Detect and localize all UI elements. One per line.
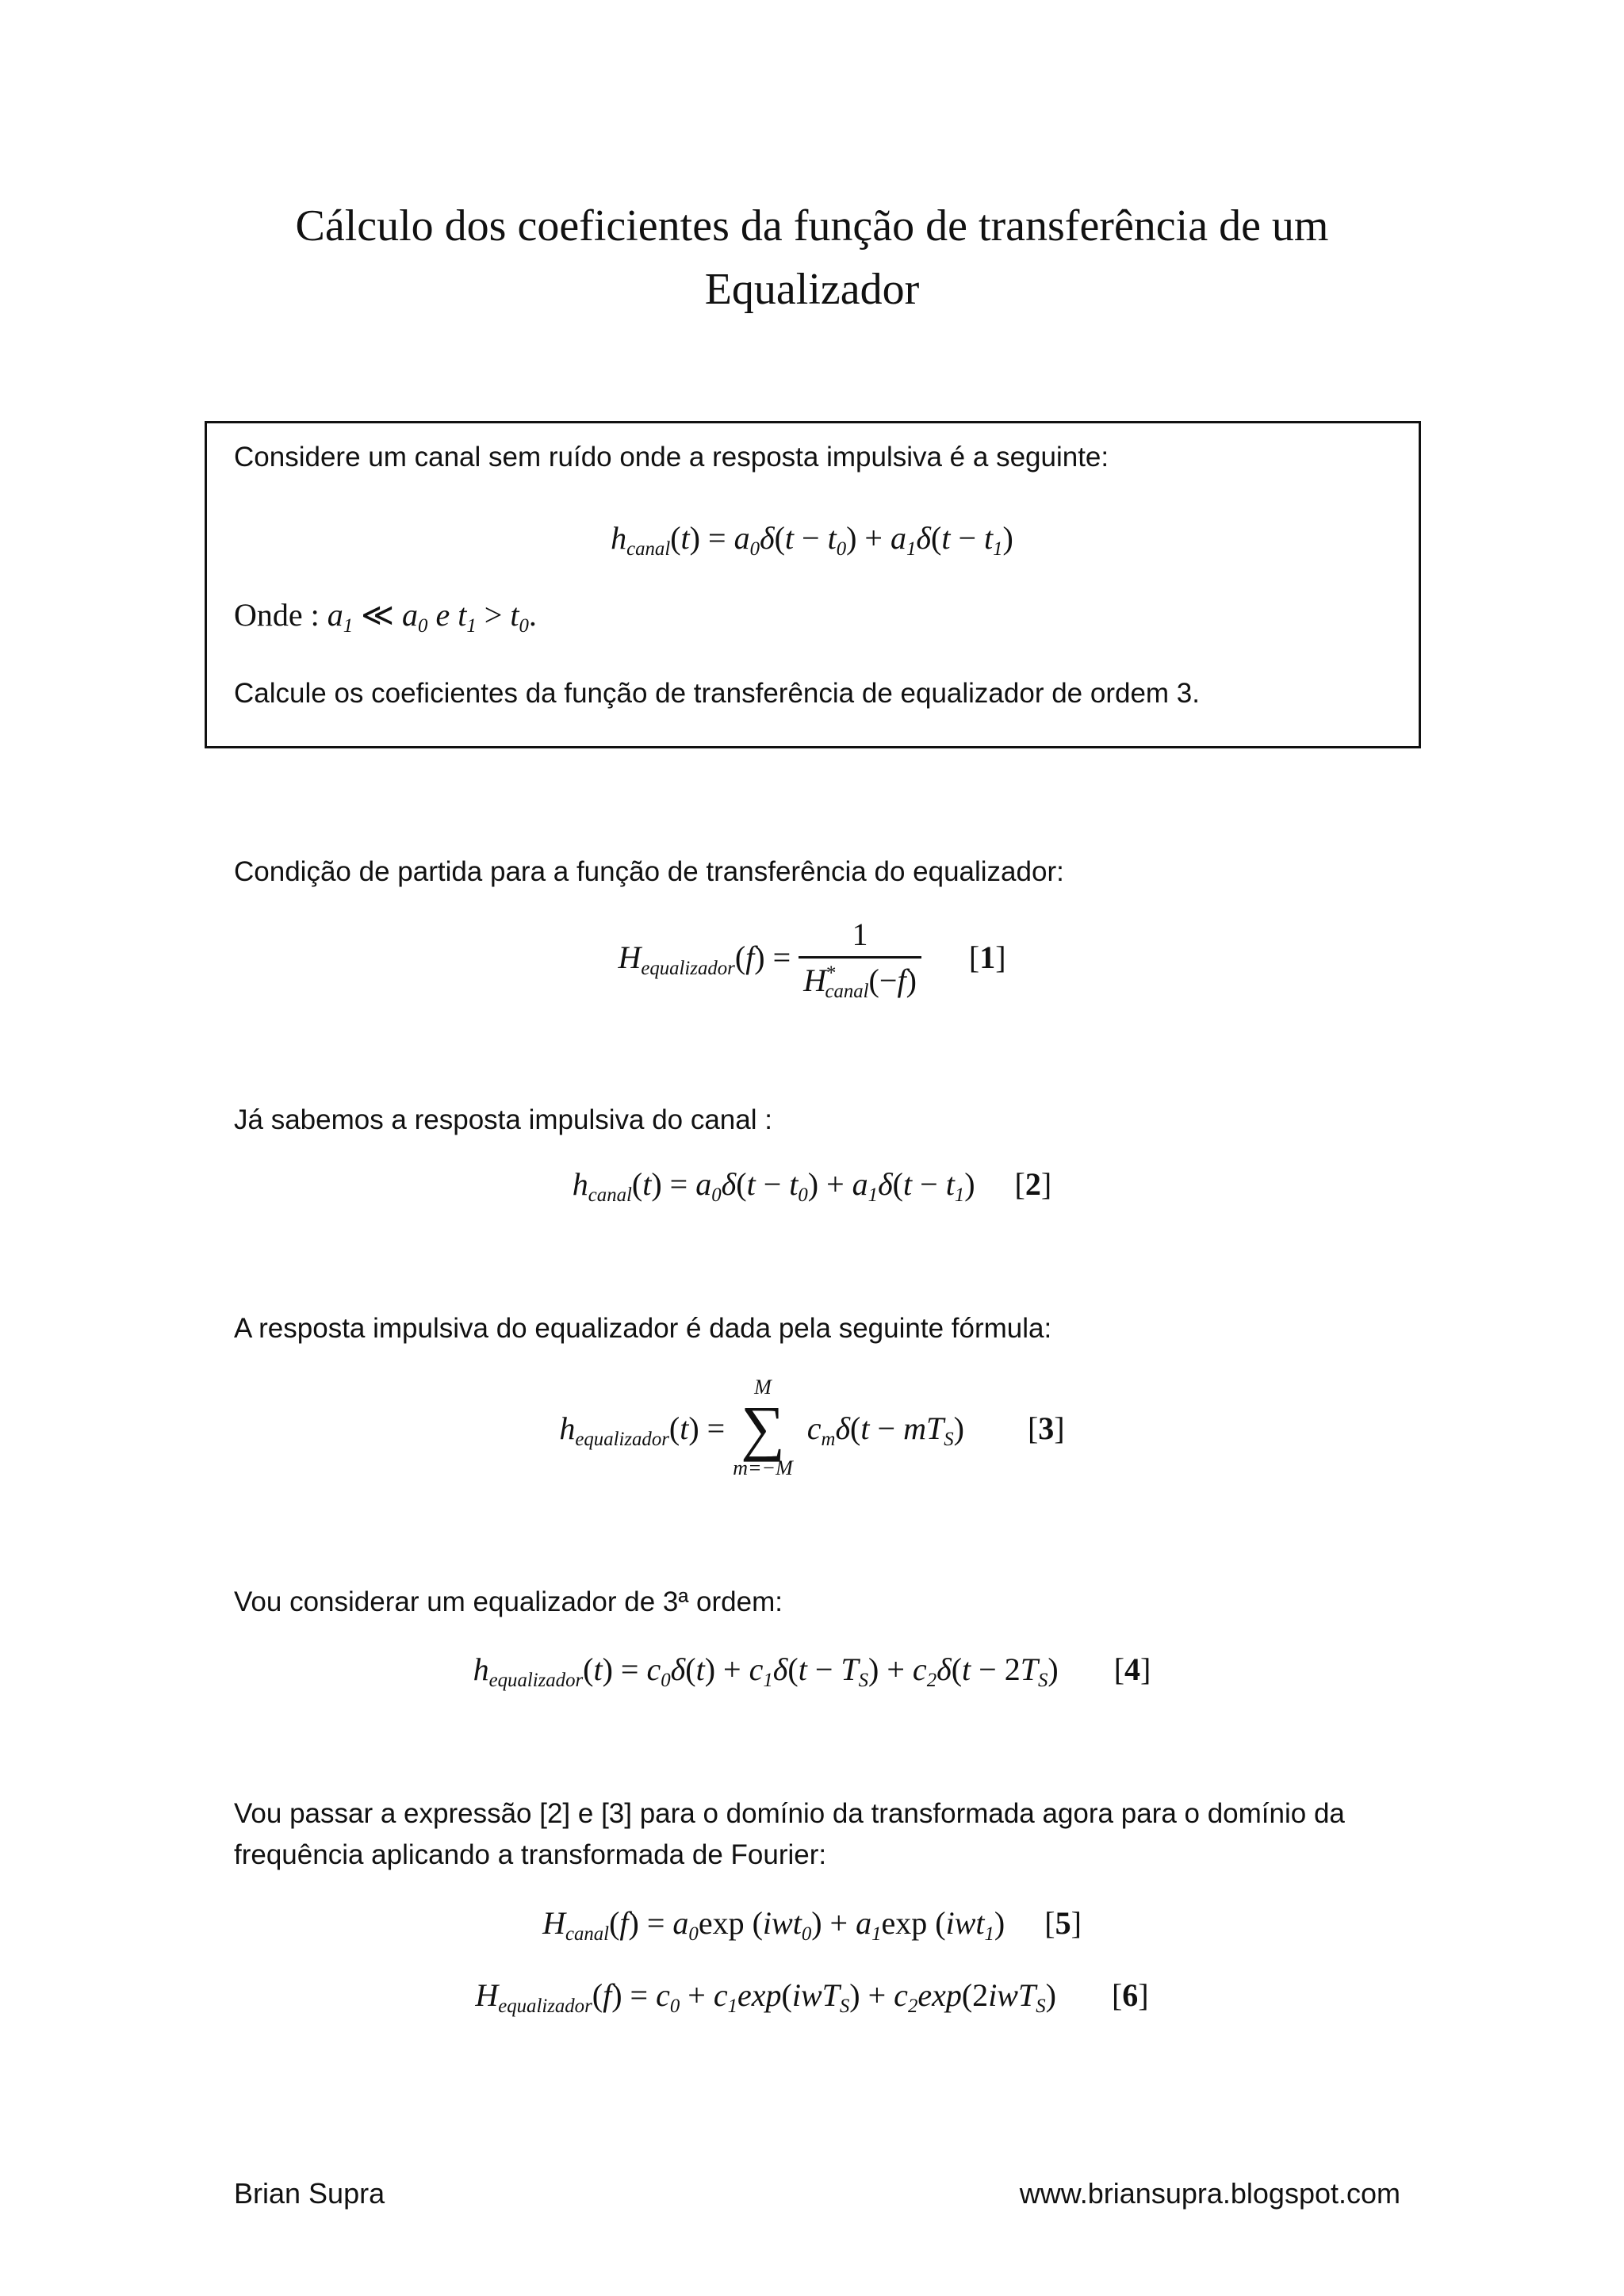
document-title-line-2: Equalizador [704,265,920,314]
equation-6-tag: [6] [1111,1977,1149,2013]
footer-author: Brian Supra [234,2177,385,2210]
summation-symbol: M ∑ m=−M [733,1376,793,1479]
equation-4-tag: [4] [1113,1651,1151,1687]
paragraph-known-impulse-response: Já sabemos a resposta impulsiva do canal : [234,1104,772,1135]
equation-2-tag: [2] [1014,1166,1052,1202]
paragraph-equalizer-formula: A resposta impulsiva do equalizador é dada pela seguinte fórmula: [234,1313,1052,1344]
where-label: Onde : [234,597,320,633]
equation-6: $H_{equalizador}(f) = c_0 + c_1\exp(iwT_S) + c_2\exp(2iwT_S)$ [6] [475,1977,1149,2017]
problem-intro: Considere um canal sem ruído onde a resposta impulsiva é a seguinte: [234,442,1109,473]
equation-1-tag: [1] [968,939,1006,975]
problem-condition: Onde : $a_1$ ≪ $a_0$ e $t_1 > t_0$. [234,597,537,637]
equation-2: $h_{canal}(t) = a_0\delta(t - t_0) + a_1\delta(t - t_1)$ [2] [572,1166,1052,1206]
problem-instruction: Calcule os coeficientes da função de transferência de equalizador de ordem 3. [234,678,1200,709]
equation-5-tag: [5] [1044,1905,1082,1941]
document-title-line-1: Cálculo dos coeficientes da função de transferência de um [295,201,1329,251]
footer-website-link[interactable]: www.briansupra.blogspot.com [1019,2177,1400,2210]
equation-3: $h_{equalizador}(t)$ = M ∑ m=−M $c_m\delta(t - mT_S)$ [3] [559,1376,1065,1479]
problem-channel-equation: $h_{canal}(t) = a_0\delta(t - t_0) + a_1\delta(t - t_1)$ [611,520,1013,560]
paragraph-fourier-line-1: Vou passar a expressão [2] e [3] para o domínio da transformada agora para o domínio da [234,1798,1345,1829]
equation-3-tag: [3] [1027,1410,1065,1446]
paragraph-fourier-line-2: frequência aplicando a transformada de Fourier: [234,1839,827,1870]
equation-4: $h_{equalizador}(t) = c_0\delta(t) + c_1\delta(t - T_S) + c_2\delta(t - 2T_S)$ [4] [473,1651,1151,1691]
paragraph-starting-condition: Condição de partida para a função de transferência do equalizador: [234,856,1064,887]
equation-5: $H_{canal}(f) = a_0\exp$ $(iwt_0) + a_1\exp$ (iwt$_1$) [5] [542,1905,1082,1945]
equation-1: $H_{equalizador}(f)$ = $\frac{1}{H^*_{canal}(-f)}$ [1] [618,916,1006,1002]
paragraph-third-order: Vou considerar um equalizador de 3ª ordem: [234,1586,783,1617]
equation-1-fraction: $\frac{1}{H^*_{canal}(-f)}$ [799,916,921,999]
